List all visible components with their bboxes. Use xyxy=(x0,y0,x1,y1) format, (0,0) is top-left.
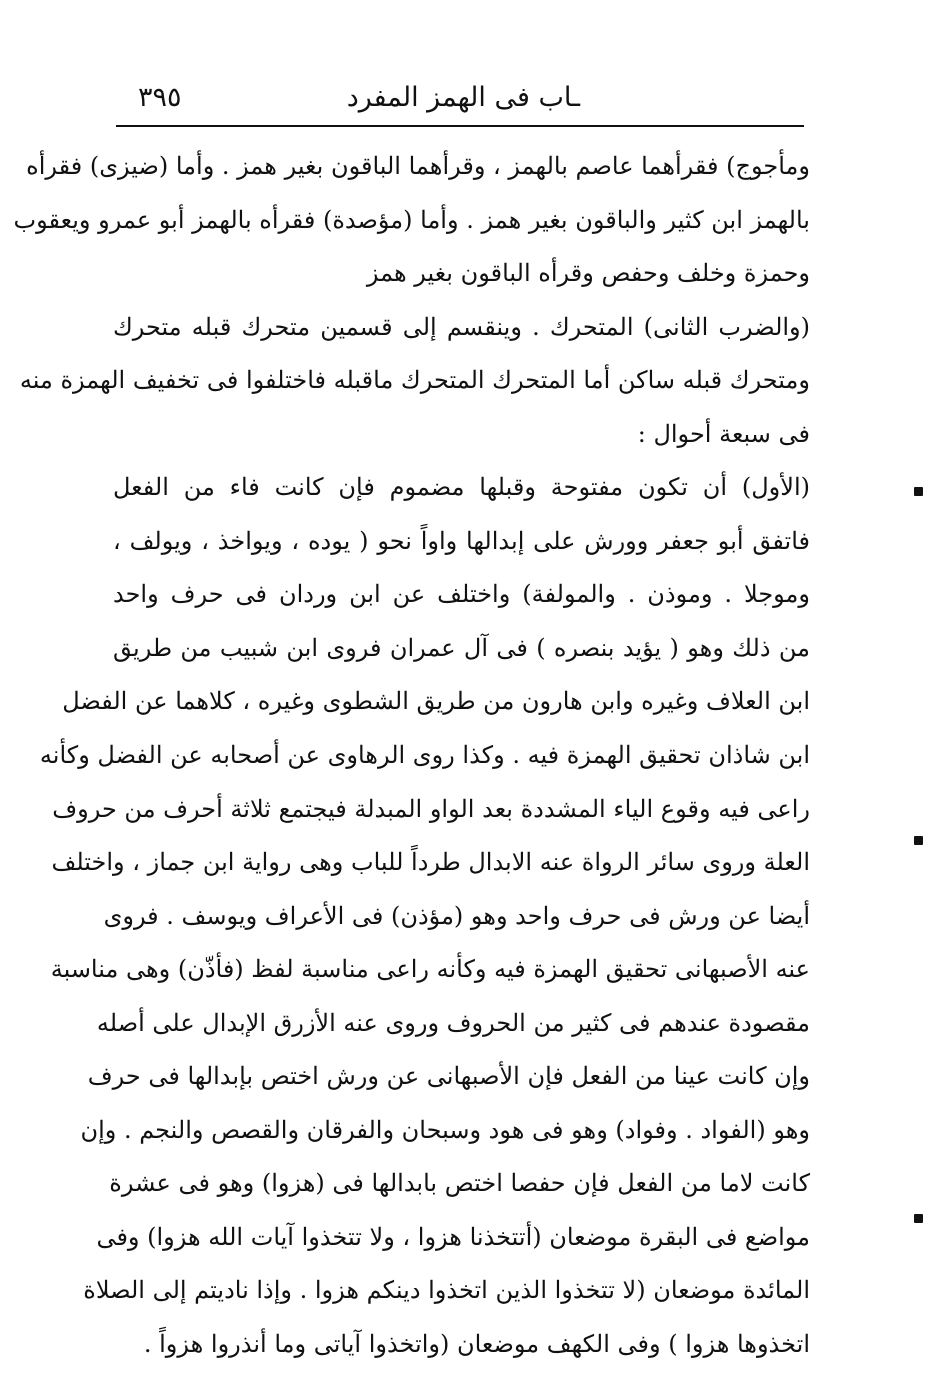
text-line: أيضا عن ورش فى حرف واحد وهو (مؤذن) فى الأعراف ويوسف . فروى xyxy=(103,901,810,930)
chapter-title: ـاب فى الهمز المفرد xyxy=(346,82,580,113)
text-line: مقصودة عندهم فى كثير من الحروف وروى عنه الأزرق الإبدال على أصله xyxy=(96,1008,810,1037)
header-rule xyxy=(116,125,804,127)
margin-mark xyxy=(914,1214,923,1223)
text-line: العلة وروى سائر الرواة عنه الابدال طرداً للباب وهى رواية ابن جماز ، واختلف xyxy=(51,848,810,877)
text-line: وحمزة وخلف وحفص وقرأه الباقون بغير همز xyxy=(366,259,810,288)
text-line: (الأول) أن تكون مفتوحة وقبلها مضموم فإن كانت فاء من الفعل xyxy=(113,473,810,502)
text-line: بالهمز ابن كثير والباقون بغير همز . وأما (مؤصدة) فقرأه بالهمز أبو عمرو ويعقوب xyxy=(13,205,810,234)
text-line: من ذلك وهو ( يؤيد بنصره ) فى آل عمران فروى ابن شبيب من طريق xyxy=(113,633,810,662)
text-line: وموجلا . وموذن . والمولفة) واختلف عن ابن وردان فى حرف واحد xyxy=(113,580,810,609)
running-header xyxy=(110,78,800,118)
text-line: ومتحرك قبله ساكن أما المتحرك المتحرك ماقبله فاختلفوا فى تخفيف الهمزة منه xyxy=(19,366,810,395)
text-line: ابن العلاف وغيره وابن هارون من طريق الشطوى وغيره ، كلاهما عن الفضل xyxy=(62,687,810,716)
margin-mark xyxy=(914,487,923,496)
text-line: فى سبعة أحوال : xyxy=(637,419,810,448)
text-line: راعى فيه وقوع الياء المشددة بعد الواو المبدلة فيجتمع ثلاثة أحرف من حروف xyxy=(52,794,810,823)
text-line: عنه الأصبهانى تحقيق الهمزة فيه وكأنه راعى مناسبة لفظ (فأذّن) وهى مناسبة xyxy=(50,955,810,984)
text-line: مواضع فى البقرة موضعان (أتتخذنا هزوا ، ولا تتخذوا آيات الله هزوا) وفى xyxy=(96,1222,810,1251)
text-line: وإن كانت عينا من الفعل فإن الأصبهانى عن ورش اختص بإبدالها فى حرف xyxy=(87,1062,810,1091)
text-line: وهو (الفواد . وفواد) وهو فى هود وسبحان والفرقان والقصص والنجم . وإن xyxy=(80,1115,810,1144)
text-line: ابن شاذان تحقيق الهمزة فيه . وكذا روى الرهاوى عن أصحابه عن الفضل وكأنه xyxy=(39,741,810,770)
margin-mark xyxy=(914,836,923,845)
text-line: فاتفق أبو جعفر وورش على إبدالها واواً نحو ( يوده ، ويواخذ ، ويولف ، xyxy=(113,526,810,555)
text-line: ومأجوج) فقرأهما عاصم بالهمز ، وقرأهما الباقون بغير همز . وأما (ضيزى) فقرأه xyxy=(26,152,810,180)
text-line: كانت لاما من الفعل فإن حفصا اختص بابدالها فى (هزوا) وهو فى عشرة xyxy=(109,1169,810,1198)
text-line: المائدة موضعان (لا تتخذوا الذين اتخذوا دينكم هزوا . وإذا ناديتم إلى الصلاة xyxy=(83,1276,810,1305)
text-line: اتخذوها هزوا ) وفى الكهف موضعان (واتخذوا آياتى وما أنذروا هزواً . xyxy=(143,1330,810,1359)
page-number: ٣٩٥ xyxy=(138,82,182,113)
body-text xyxy=(13,140,810,1372)
text-line: (والضرب الثانى) المتحرك . وينقسم إلى قسمين متحرك قبله متحرك xyxy=(113,312,810,341)
